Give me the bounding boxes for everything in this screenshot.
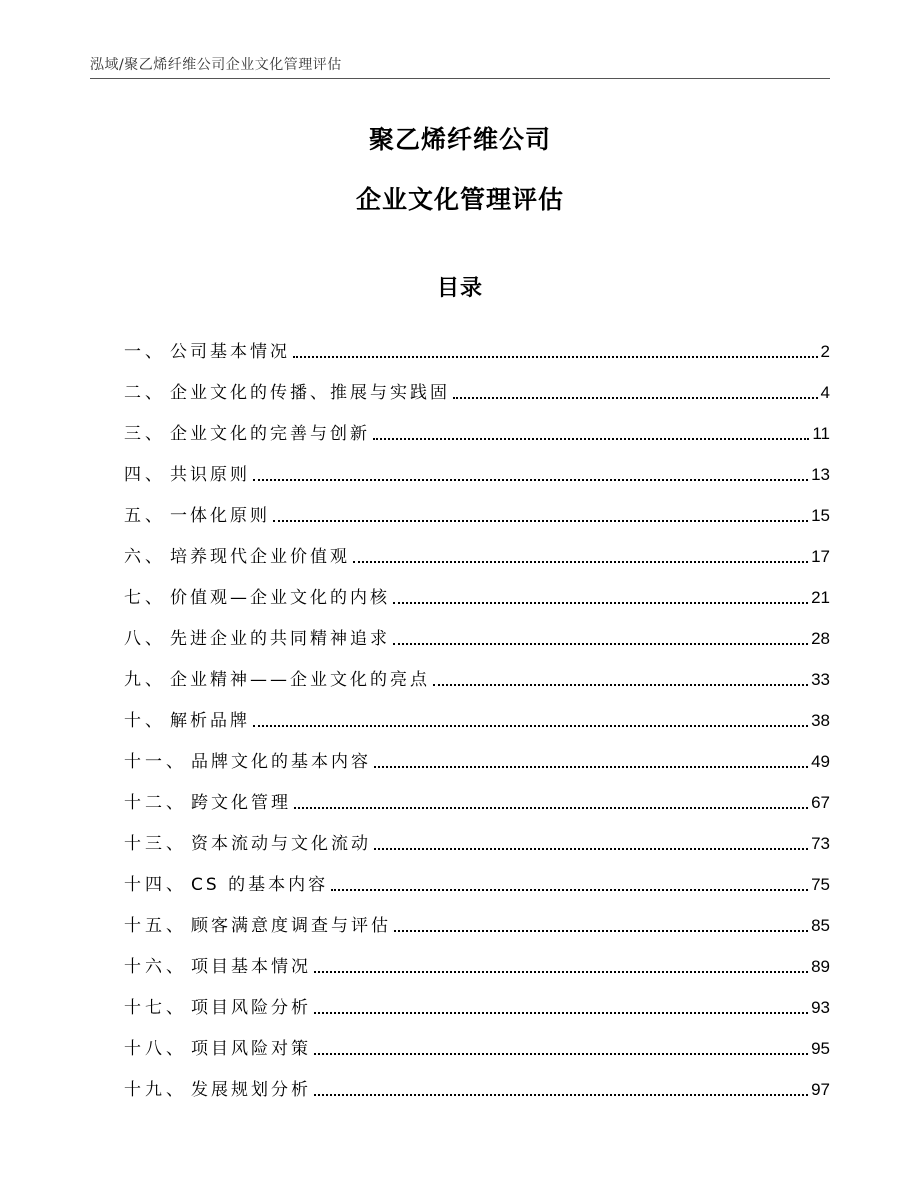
table-of-contents <box>124 322 830 1101</box>
toc-entry-title: 项目基本情况 <box>191 957 311 977</box>
toc-entry-page: 4 <box>820 383 830 402</box>
toc-entry-number: 五、 <box>124 506 166 526</box>
toc-entry-page: 17 <box>811 547 830 566</box>
running-header: 泓域/聚乙烯纤维公司企业文化管理评估 <box>90 57 342 73</box>
toc-entry[interactable] <box>124 978 830 1019</box>
toc-dot-leader <box>453 397 818 399</box>
toc-entry-title: CS 的基本内容 <box>191 875 329 895</box>
toc-entry-number: 三、 <box>124 424 166 444</box>
toc-entry-number: 二、 <box>124 383 166 403</box>
toc-entry[interactable] <box>124 1060 830 1101</box>
toc-entry[interactable] <box>124 732 830 773</box>
toc-entry-page: 28 <box>811 629 830 648</box>
toc-dot-leader <box>373 438 809 440</box>
toc-entry-page: 95 <box>811 1039 830 1058</box>
toc-entry-title: 培养现代企业价值观 <box>170 547 350 567</box>
toc-entry[interactable] <box>124 691 830 732</box>
toc-entry[interactable] <box>124 1019 830 1060</box>
toc-entry-page: 49 <box>811 752 830 771</box>
toc-entry-number: 十七、 <box>124 998 187 1018</box>
toc-dot-leader <box>393 643 808 645</box>
toc-entry-title: 顾客满意度调查与评估 <box>191 916 391 936</box>
toc-entry-number: 十三、 <box>124 834 187 854</box>
toc-entry-title: 一体化原则 <box>170 506 270 526</box>
toc-entry[interactable] <box>124 445 830 486</box>
toc-entry-title: 企业精神——企业文化的亮点 <box>170 670 430 690</box>
toc-entry-page: 38 <box>811 711 830 730</box>
toc-entry-number: 八、 <box>124 629 166 649</box>
toc-entry[interactable] <box>124 855 830 896</box>
toc-entry-title: 跨文化管理 <box>191 793 291 813</box>
toc-entry-number: 十四、 <box>124 875 187 895</box>
toc-entry-number: 十一、 <box>124 752 187 772</box>
toc-entry-page: 93 <box>811 998 830 1017</box>
toc-entry-title: 价值观—企业文化的内核 <box>170 588 390 608</box>
toc-dot-leader <box>273 520 808 522</box>
toc-entry-title: 公司基本情况 <box>170 342 290 362</box>
toc-entry-title: 项目风险对策 <box>191 1039 311 1059</box>
toc-dot-leader <box>393 602 808 604</box>
toc-entry-number: 九、 <box>124 670 166 690</box>
toc-dot-leader <box>314 1053 808 1055</box>
toc-entry-page: 89 <box>811 957 830 976</box>
toc-entry[interactable] <box>124 486 830 527</box>
toc-entry-number: 十五、 <box>124 916 187 936</box>
toc-entry[interactable] <box>124 937 830 978</box>
toc-dot-leader <box>293 356 818 358</box>
toc-entry-title: 项目风险分析 <box>191 998 311 1018</box>
toc-entry-page: 67 <box>811 793 830 812</box>
toc-entry-title: 企业文化的传播、推展与实践固 <box>170 383 450 403</box>
toc-entry-title: 企业文化的完善与创新 <box>170 424 370 444</box>
toc-entry-title: 解析品牌 <box>170 711 250 731</box>
header-rule <box>90 78 830 79</box>
toc-entry-title: 发展规划分析 <box>191 1080 311 1100</box>
toc-entry-number: 十八、 <box>124 1039 187 1059</box>
toc-entry-number: 十九、 <box>124 1080 187 1100</box>
toc-entry-title: 品牌文化的基本内容 <box>191 752 371 772</box>
toc-entry[interactable] <box>124 363 830 404</box>
toc-entry-page: 21 <box>811 588 830 607</box>
toc-dot-leader <box>253 725 808 727</box>
toc-entry-number: 六、 <box>124 547 166 567</box>
toc-entry-page: 97 <box>811 1080 830 1099</box>
toc-dot-leader <box>314 1094 808 1096</box>
toc-entry-number: 十二、 <box>124 793 187 813</box>
toc-entry-number: 七、 <box>124 588 166 608</box>
toc-entry[interactable] <box>124 322 830 363</box>
toc-entry-page: 15 <box>811 506 830 525</box>
toc-dot-leader <box>433 684 808 686</box>
toc-heading: 目录 <box>436 276 483 301</box>
toc-dot-leader <box>314 971 808 973</box>
toc-entry-page: 75 <box>811 875 830 894</box>
toc-dot-leader <box>353 561 808 563</box>
toc-entry-page: 85 <box>811 916 830 935</box>
toc-entry[interactable] <box>124 527 830 568</box>
toc-dot-leader <box>374 848 808 850</box>
toc-entry-number: 十六、 <box>124 957 187 977</box>
toc-entry-title: 资本流动与文化流动 <box>191 834 371 854</box>
toc-dot-leader <box>394 930 808 932</box>
company-title: 聚乙烯纤维公司 <box>368 125 551 154</box>
toc-entry-page: 33 <box>811 670 830 689</box>
toc-entry-title: 先进企业的共同精神追求 <box>170 629 390 649</box>
toc-dot-leader <box>314 1012 808 1014</box>
toc-entry[interactable] <box>124 568 830 609</box>
toc-entry-page: 11 <box>812 424 830 443</box>
toc-entry[interactable] <box>124 814 830 855</box>
toc-entry[interactable] <box>124 773 830 814</box>
report-title: 企业文化管理评估 <box>355 185 564 214</box>
toc-entry[interactable] <box>124 404 830 445</box>
toc-dot-leader <box>253 479 808 481</box>
toc-entry-page: 2 <box>820 342 830 361</box>
toc-entry-number: 十、 <box>124 711 166 731</box>
toc-entry-number: 四、 <box>124 465 166 485</box>
toc-dot-leader <box>374 766 808 768</box>
toc-entry-page: 13 <box>811 465 830 484</box>
toc-entry-title: 共识原则 <box>170 465 250 485</box>
toc-entry-number: 一、 <box>124 342 166 362</box>
toc-entry[interactable] <box>124 609 830 650</box>
toc-entry[interactable] <box>124 896 830 937</box>
toc-entry-page: 73 <box>811 834 830 853</box>
toc-dot-leader <box>294 807 808 809</box>
toc-dot-leader <box>331 889 808 891</box>
toc-entry[interactable] <box>124 650 830 691</box>
